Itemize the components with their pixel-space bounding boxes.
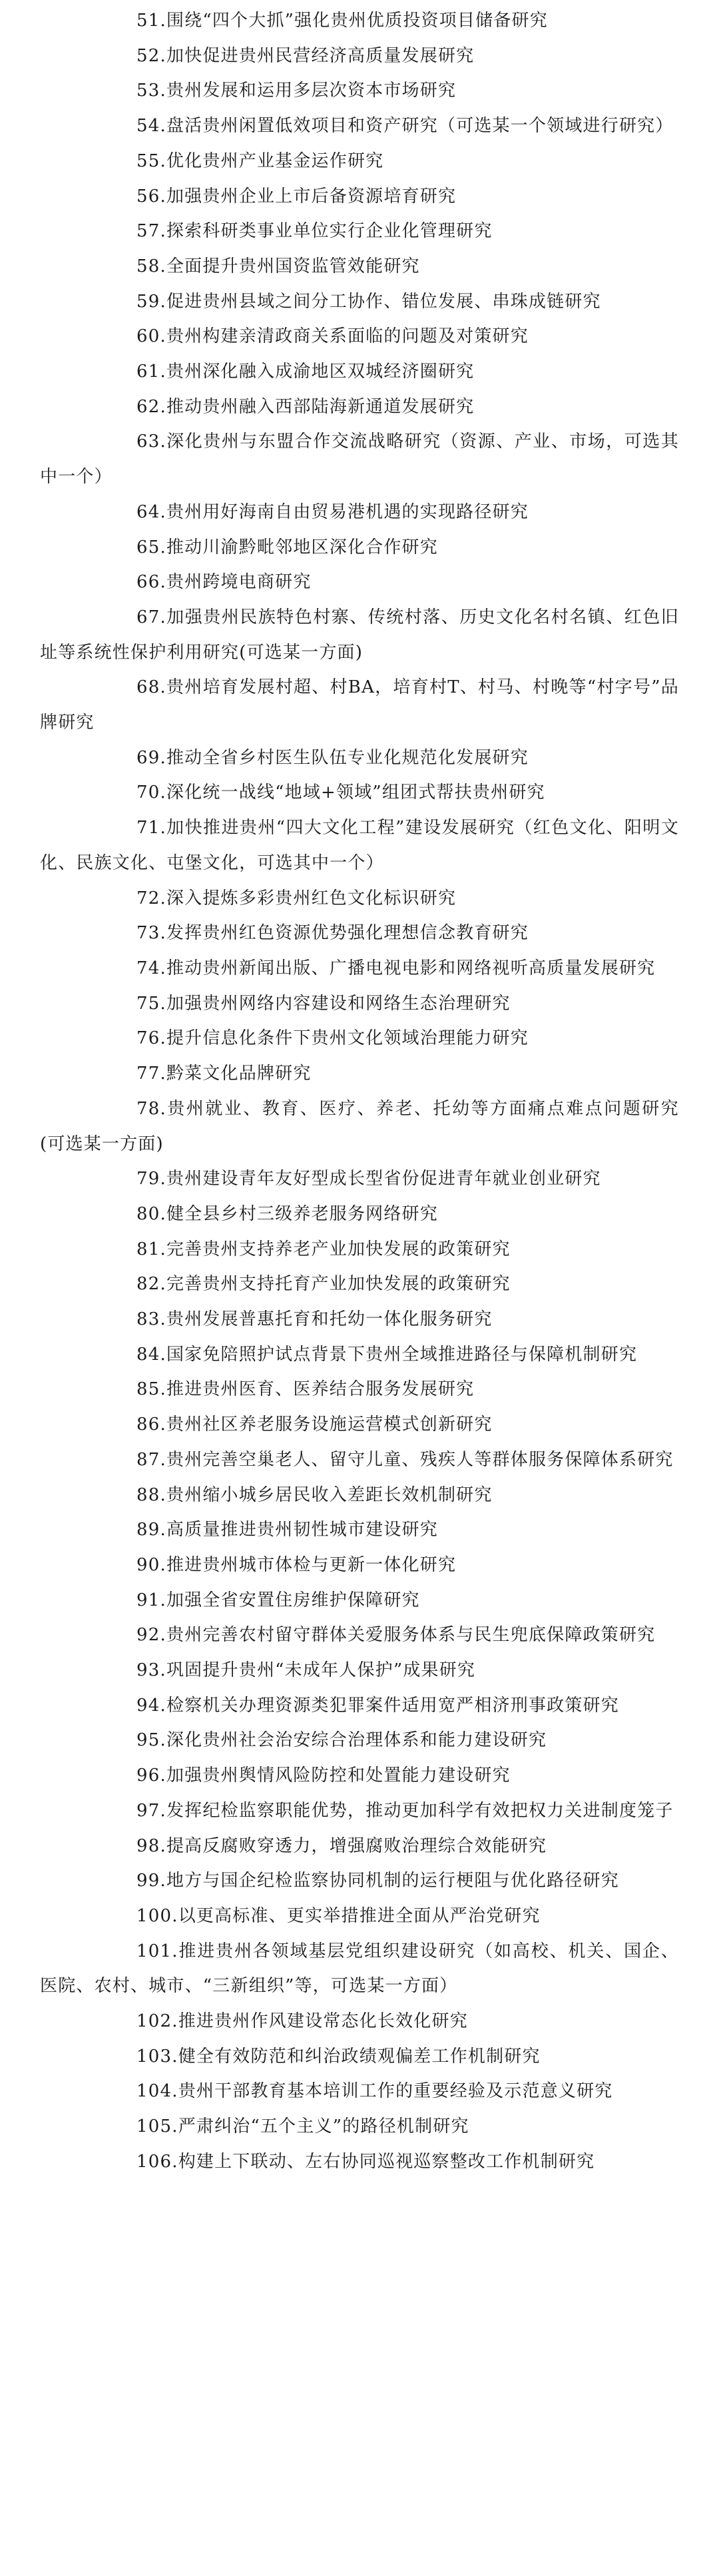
topic-item: 84.国家免陪照护试点背景下贵州全域推进路径与保障机制研究 (136, 1344, 638, 1365)
topic-item: 73.发挥贵州红色资源优势强化理想信念教育研究 (136, 923, 529, 944)
topic-item: 99.地方与国企纪检监察协同机制的运行梗阻与优化路径研究 (136, 1871, 619, 1891)
topic-item: 54.盘活贵州闲置低效项目和资产研究（可选某一个领域进行研究） (136, 116, 674, 137)
topic-item: 102.推进贵州作风建设常态化长效化研究 (136, 2011, 468, 2032)
topic-item: 81.完善贵州支持养老产业加快发展的政策研究 (136, 1239, 511, 1259)
topic-item: 92.贵州完善农村留守群体关爱服务体系与民生兜底保障政策研究 (136, 1625, 656, 1646)
topic-item: 61.贵州深化融入成渝地区双城经济圈研究 (136, 362, 475, 382)
topic-item: 79.贵州建设青年友好型成长型省份促进青年就业创业研究 (136, 1169, 601, 1189)
topic-item: 62.推动贵州融入西部陆海新通道发展研究 (136, 396, 475, 417)
topic-item: 52.加快促进贵州民营经济高质量发展研究 (136, 45, 475, 66)
topic-item: 87.贵州完善空巢老人、留守儿童、残疾人等群体服务保障体系研究 (136, 1449, 674, 1470)
topic-item: 58.全面提升贵州国资监管效能研究 (136, 256, 420, 276)
topic-item: 100.以更高标准、更实举措推进全面从严治党研究 (136, 1905, 541, 1926)
topic-item: 80.健全县乡村三级养老服务网络研究 (136, 1203, 438, 1224)
topic-item: 78.贵州就业、教育、医疗、养老、托幼等方面痛点难点问题研究(可选某一方面) (40, 1098, 679, 1154)
topic-item: 83.贵州发展普惠托育和托幼一体化服务研究 (136, 1309, 493, 1330)
topic-item: 71.加快推进贵州“四大文化工程”建设发展研究（红色文化、阳明文化、民族文化、屯堡文化，可选其中一个） (40, 818, 679, 873)
topic-item: 104.贵州干部教育基本培训工作的重要经验及示范意义研究 (136, 2081, 613, 2102)
topic-item: 101.推进贵州各领域基层党组织建设研究（如高校、机关、国企、医院、农村、城市、“三新组织”等，可选某一方面） (40, 1941, 679, 1997)
topic-item: 65.推动川渝黔毗邻地区深化合作研究 (136, 537, 438, 557)
topic-item: 51.围绕“四个大抓”强化贵州优质投资项目储备研究 (136, 11, 548, 31)
topic-item: 68.贵州培育发展村超、村BA，培育村T、村马、村晚等“村字号”品牌研究 (40, 677, 679, 733)
topic-item: 75.加强贵州网络内容建设和网络生态治理研究 (136, 993, 511, 1014)
topic-item: 105.严肃纠治“五个主义”的路径机制研究 (136, 2116, 469, 2137)
topic-item: 60.贵州构建亲清政商关系面临的问题及对策研究 (136, 326, 529, 347)
topic-item: 89.高质量推进贵州韧性城市建设研究 (136, 1520, 438, 1540)
topic-item: 76.提升信息化条件下贵州文化领域治理能力研究 (136, 1028, 529, 1049)
topic-item: 106.构建上下联动、左右协同巡视巡察整改工作机制研究 (136, 2151, 595, 2172)
topic-item: 90.推进贵州城市体检与更新一体化研究 (136, 1554, 457, 1575)
topic-item: 72.深入提炼多彩贵州红色文化标识研究 (136, 888, 457, 908)
topic-item: 86.贵州社区养老服务设施运营模式创新研究 (136, 1415, 493, 1435)
topic-item: 98.提高反腐败穿透力，增强腐败治理综合效能研究 (136, 1835, 547, 1856)
topic-item: 82.完善贵州支持托育产业加快发展的政策研究 (136, 1274, 511, 1295)
topic-item: 96.加强贵州舆情风险防控和处置能力建设研究 (136, 1766, 511, 1786)
topic-item: 95.深化贵州社会治安综合治理体系和能力建设研究 (136, 1730, 547, 1751)
topic-item: 53.贵州发展和运用多层次资本市场研究 (136, 81, 457, 101)
topic-item: 88.贵州缩小城乡居民收入差距长效机制研究 (136, 1484, 493, 1505)
topic-item: 74.推动贵州新闻出版、广播电视电影和网络视听高质量发展研究 (136, 958, 656, 978)
topic-item: 93.巩固提升贵州“未成年人保护”成果研究 (136, 1660, 476, 1681)
topic-item: 94.检察机关办理资源类犯罪案件适用宽严相济刑事政策研究 (136, 1695, 619, 1716)
topic-item: 77.黔菜文化品牌研究 (136, 1064, 312, 1084)
topic-item: 85.推进贵州医育、医养结合服务发展研究 (136, 1379, 475, 1400)
topic-item: 64.贵州用好海南自由贸易港机遇的实现路径研究 (136, 501, 529, 522)
topic-item: 57.探索科研类事业单位实行企业化管理研究 (136, 221, 493, 242)
topic-item: 103.健全有效防范和纠治政绩观偏差工作机制研究 (136, 2046, 541, 2067)
topic-item: 56.加强贵州企业上市后备资源培育研究 (136, 186, 457, 206)
topic-item: 69.推动全省乡村医生队伍专业化规范化发展研究 (136, 747, 529, 768)
topic-item: 91.加强全省安置住房维护保障研究 (136, 1590, 420, 1610)
topic-item: 63.深化贵州与东盟合作交流战略研究（资源、产业、市场，可选其中一个） (40, 432, 679, 487)
topic-item: 55.优化贵州产业基金运作研究 (136, 151, 384, 171)
topic-item: 97.发挥纪检监察职能优势，推动更加科学有效把权力关进制度笼子 (136, 1800, 674, 1821)
topic-item: 59.促进贵州县域之间分工协作、错位发展、串珠成链研究 (136, 291, 601, 312)
topic-item: 70.深化统一战线“地域+领域”组团式帮扶贵州研究 (136, 783, 545, 803)
topic-item: 66.贵州跨境电商研究 (136, 572, 312, 593)
topic-item: 67.加强贵州民族特色村寨、传统村落、历史文化名村名镇、红色旧址等系统性保护利用研究(可选某一方面) (40, 607, 679, 663)
